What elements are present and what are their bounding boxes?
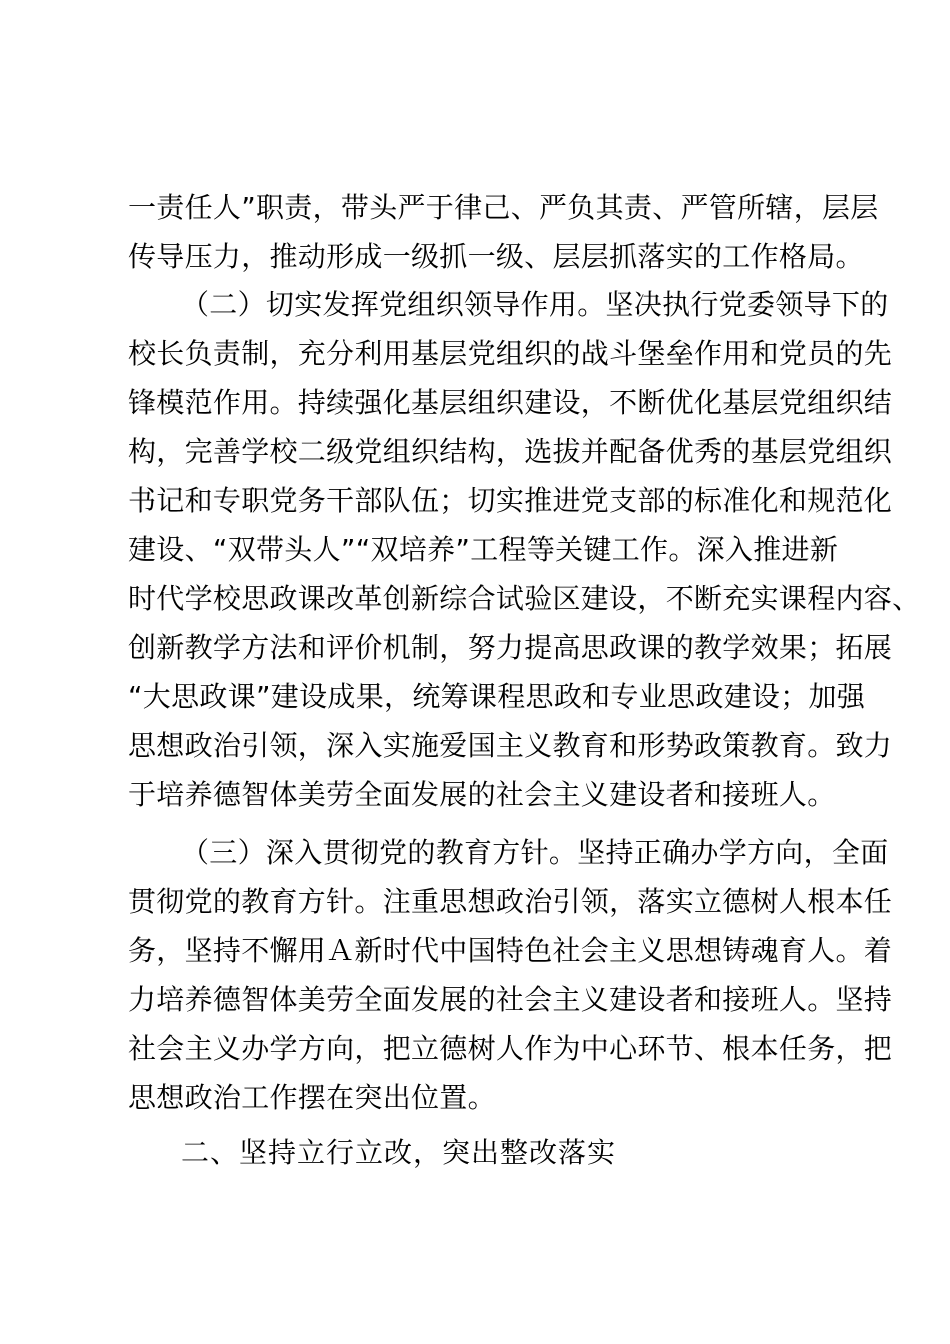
subsection-2-heading-line: （二）切实发挥党组织领导作用。坚决执行党委领导下的 — [181, 288, 889, 321]
paragraph-line: 传导压力，推动形成一级抓一级、层层抓落实的工作格局。 — [128, 240, 864, 273]
paragraph-line: 书记和专职党务干部队伍；切实推进党支部的标准化和规范化 — [128, 484, 893, 517]
paragraph-line: 思想政治引领，深入实施爱国主义教育和形势政策教育。致力 — [128, 729, 893, 762]
paragraph-line: 一责任人”职责，带头严于律己、严负其责、严管所辖，层层 — [128, 191, 879, 224]
paragraph-line: 创新教学方法和评价机制，努力提高思政课的教学效果；拓展 — [128, 631, 893, 664]
paragraph-line: 思想政治工作摆在突出位置。 — [128, 1081, 496, 1114]
paragraph-line: 贯彻党的教育方针。注重思想政治引领，落实立德树人根本任 — [128, 885, 893, 918]
paragraph-line: 构，完善学校二级党组织结构，选拔并配备优秀的基层党组织 — [128, 435, 893, 468]
paragraph-line: “大思政课”建设成果，统筹课程思政和专业思政建设；加强 — [128, 680, 866, 713]
paragraph-line: 建设、“双带头人”“双培养”工程等关键工作。深入推进新 — [128, 533, 839, 566]
paragraph-line: 社会主义办学方向，把立德树人作为中心环节、根本任务，把 — [128, 1032, 893, 1065]
subsection-3-heading-line: （三）深入贯彻党的教育方针。坚持正确办学方向，全面 — [181, 836, 889, 869]
section-2-heading: 二、坚持立行立改，突出整改落实 — [181, 1136, 617, 1169]
paragraph-line: 时代学校思政课改革创新综合试验区建设，不断充实课程内容、 — [128, 582, 921, 615]
paragraph-line: 力培养德智体美劳全面发展的社会主义建设者和接班人。坚持 — [128, 983, 893, 1016]
paragraph-line: 务，坚持不懈用Ａ新时代中国特色社会主义思想铸魂育人。着 — [128, 934, 893, 967]
paragraph-line: 于培养德智体美劳全面发展的社会主义建设者和接班人。 — [128, 778, 836, 811]
paragraph-line: 校长负责制，充分利用基层党组织的战斗堡垒作用和党员的先 — [128, 337, 893, 370]
paragraph-line: 锋模范作用。持续强化基层组织建设，不断优化基层党组织结 — [128, 386, 893, 419]
